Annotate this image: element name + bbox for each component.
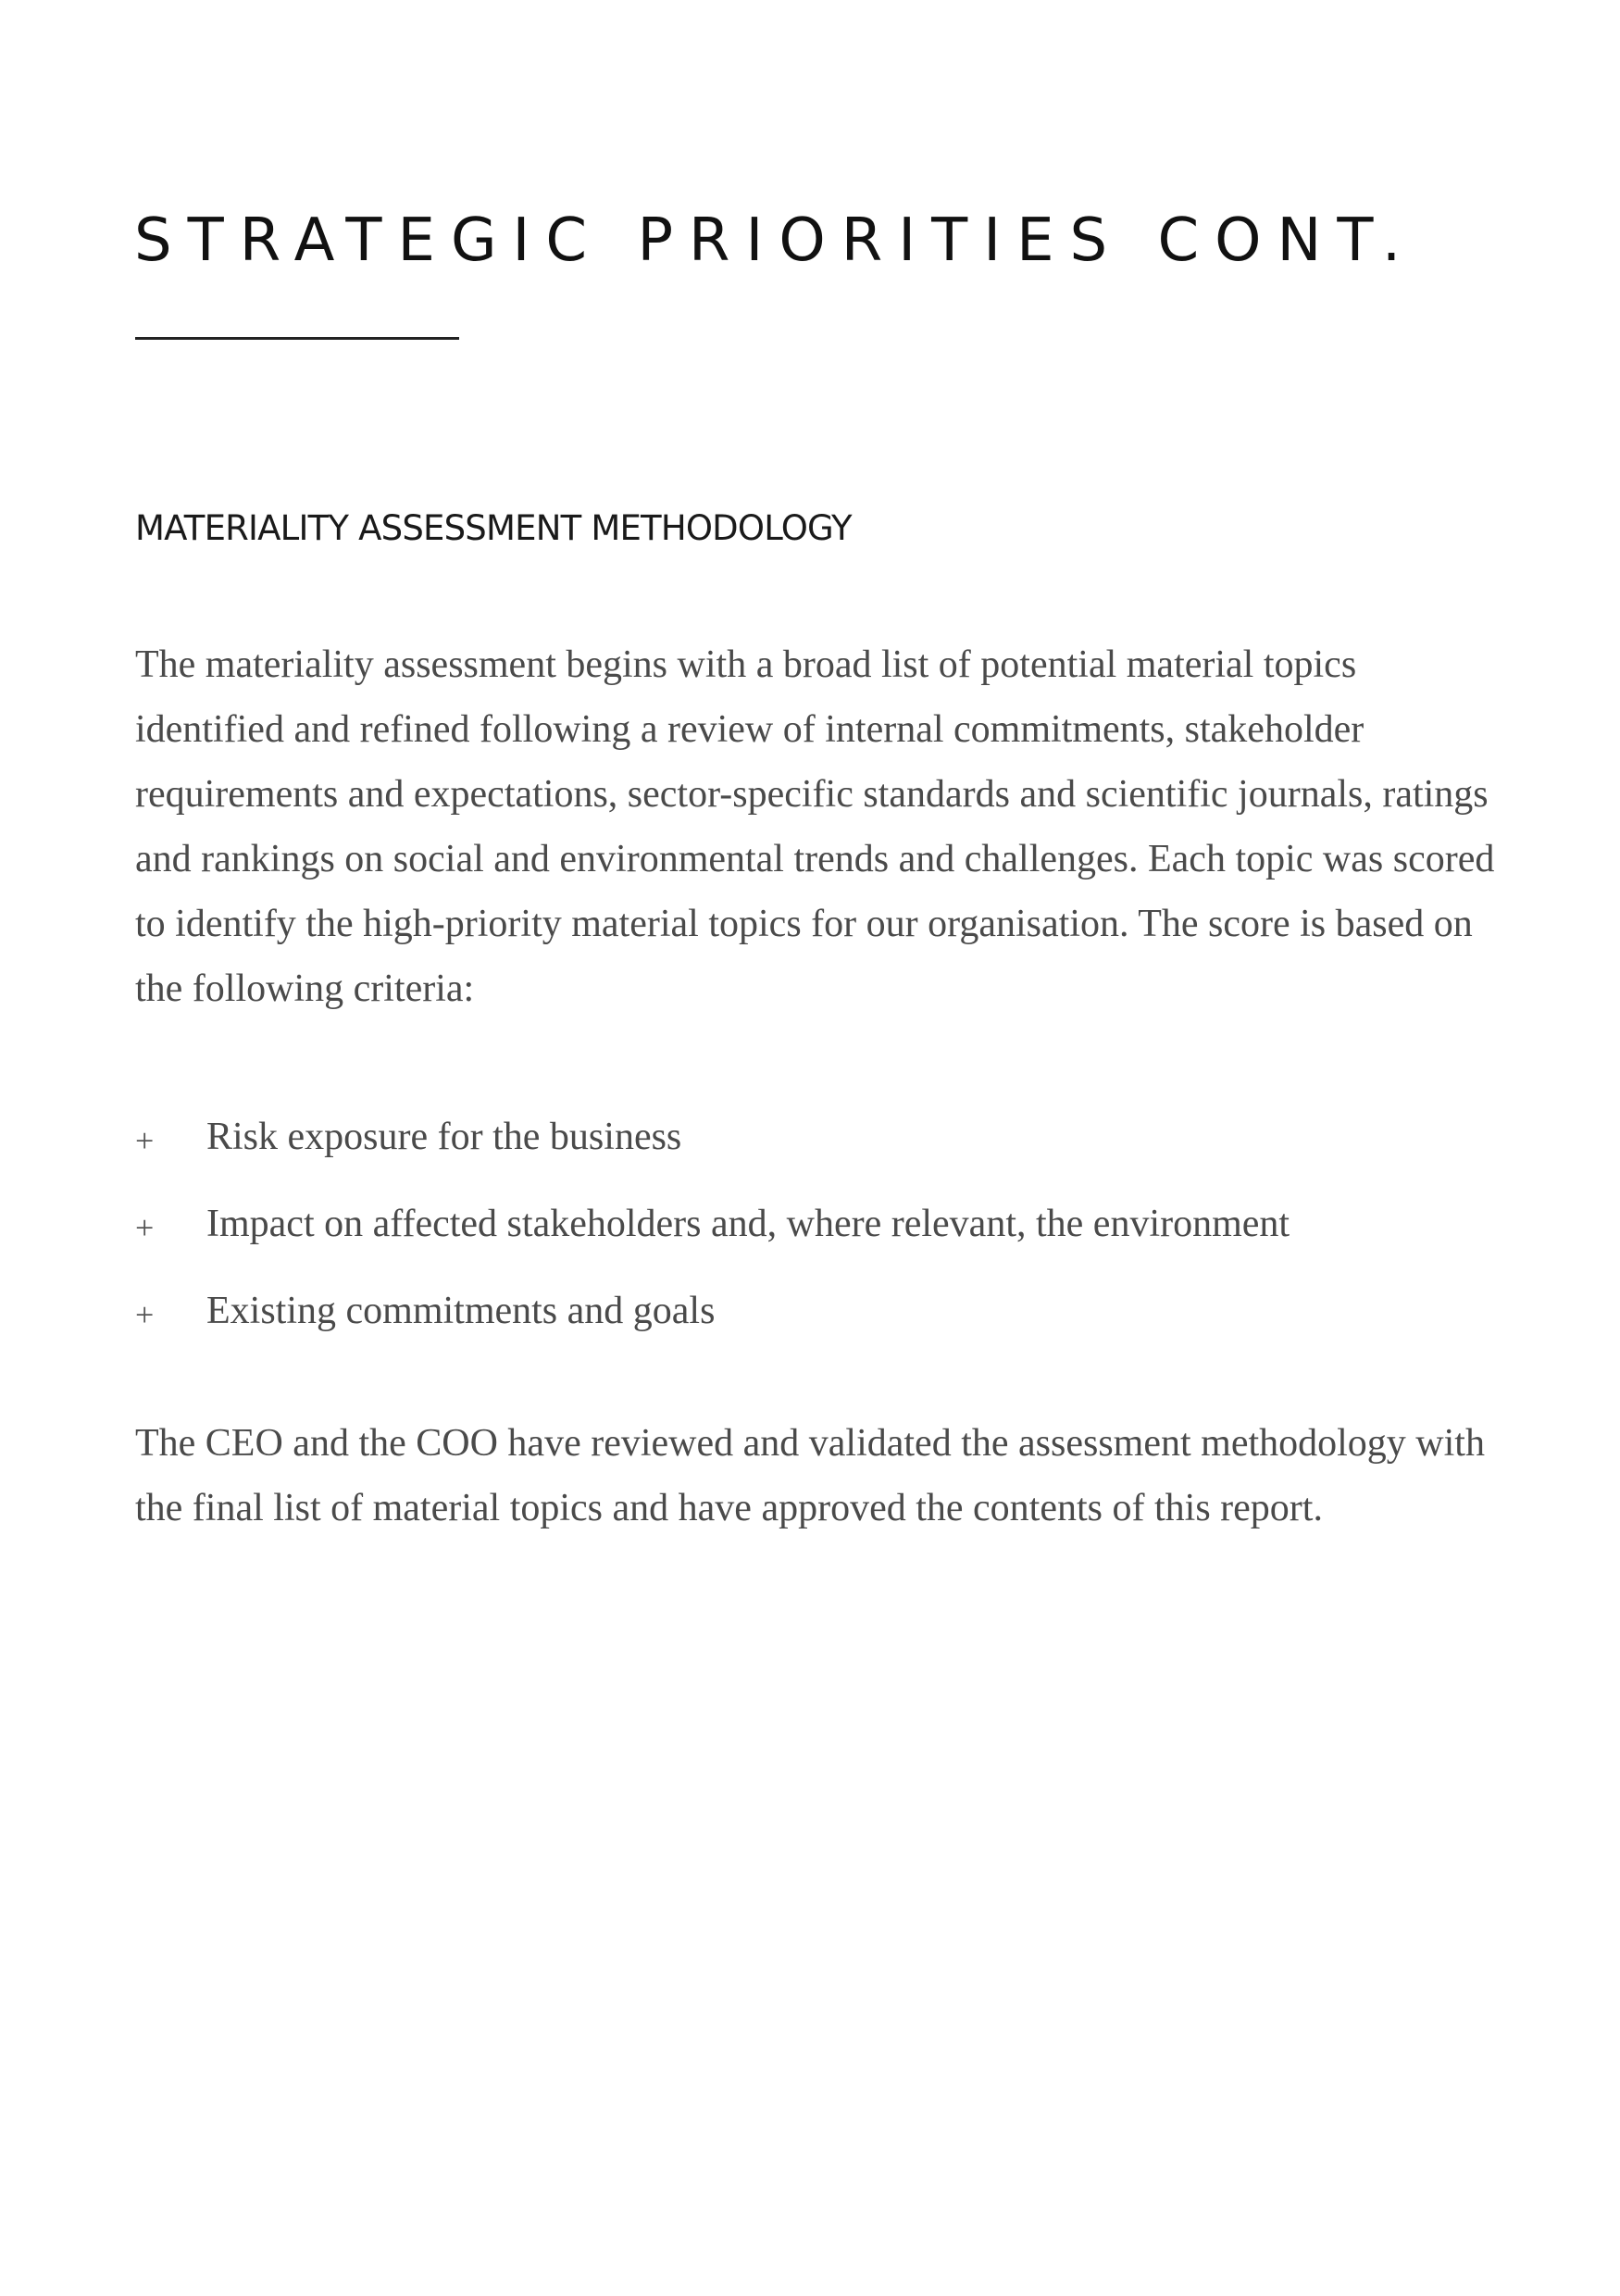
criteria-item-text: Impact on affected stakeholders and, where relevant, the environment [206, 1203, 1290, 1245]
title-underline [135, 337, 459, 340]
plus-bullet-icon: + [135, 1122, 155, 1159]
plus-bullet-icon: + [135, 1296, 155, 1333]
intro-paragraph: The materiality assessment begins with a broad list of potential material topics identified and refined following a review of internal commitments, stakeholder requirements and expectations, sector-specific standards and scientific journals, ratings and rankings on social and environmental trends and challenges. Each topic was scored to identify the high-priority material topics for our organisation. The score is based on the following criteria: [135, 643, 1495, 1010]
page-title: STRATEGIC PRIORITIES CONT. [134, 206, 1417, 275]
criteria-item-text: Existing commitments and goals [206, 1290, 716, 1332]
criteria-item-text: Risk exposure for the business [206, 1116, 682, 1158]
closing-paragraph: The CEO and the COO have reviewed and validated the assessment methodology with the final list of material topics and have approved the contents of this report. [135, 1422, 1485, 1529]
plus-bullet-icon: + [135, 1209, 155, 1246]
section-heading: MATERIALITY ASSESSMENT METHODOLOGY [135, 508, 852, 548]
